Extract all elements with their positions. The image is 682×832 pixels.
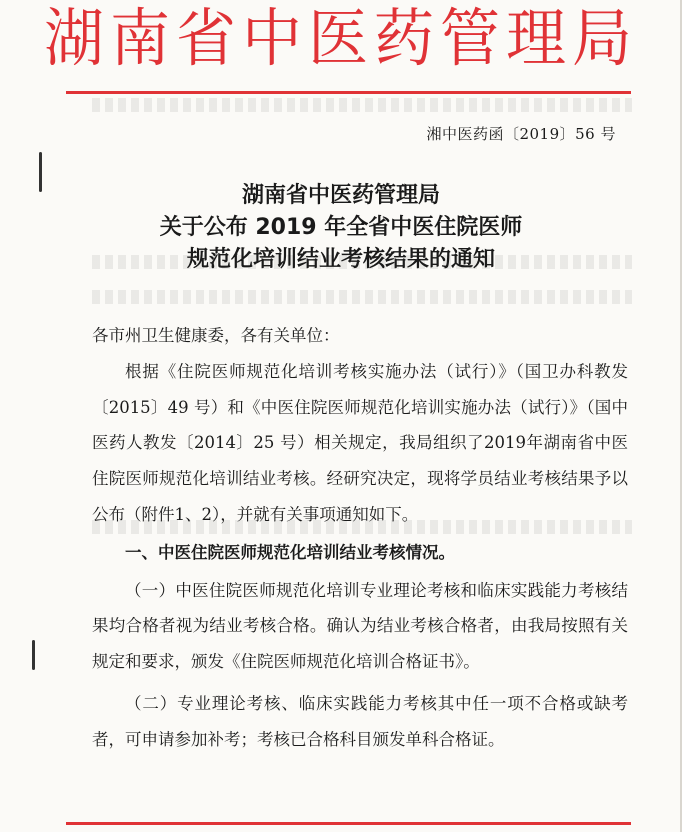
- scan-mark-bottom: [32, 640, 35, 670]
- footer-red-rule: [66, 822, 631, 825]
- title-line-1: 湖南省中医药管理局: [241, 183, 440, 208]
- document-title: [0, 180, 682, 276]
- salutation: 各市州卫生健康委，各有关单位：: [92, 326, 340, 345]
- title-line-2: 关于公布 2019 年全省中医住院医师: [159, 215, 523, 240]
- paragraph-1: 根据《住院医师规范化培训考核实施办法（试行）》（国卫办科教发〔2015〕49 号）和《中医住院医师规范化培训实施办法（试行）》（国中医药人教发〔2014〕25 号）相关规定，我局组织了2019年湖南省中医住院医师规范化培训结业考核。经研究决定，现将学员结业考核结果予以公布（附件1、2），并就有关事项通知如下。: [92, 361, 628, 524]
- bleed-through-1: [92, 98, 632, 112]
- letterhead-red-rule: [66, 91, 631, 94]
- paragraph-item-2: （二）专业理论考核、临床实践能力考核其中任一项不合格或缺考者，可申请参加补考；考核已合格科目颁发单科合格证。: [92, 693, 628, 749]
- title-line-3: 规范化培训结业考核结果的通知: [186, 247, 495, 272]
- document-body: [92, 318, 628, 758]
- letterhead-org-name: 湖南省中医药管理局: [44, 2, 638, 76]
- paragraph-item-1: （一）中医住院医师规范化培训专业理论考核和临床实践能力考核结果均合格者视为结业考核合格。确认为结业考核合格者，由我局按照有关规定和要求，颁发《住院医师规范化培训合格证书》。: [92, 580, 628, 672]
- document-number: 湘中医药函〔2019〕56 号: [426, 125, 616, 143]
- section-heading-1: 一、中医住院医师规范化培训结业考核情况。: [125, 542, 455, 562]
- bleed-through-3: [92, 290, 632, 304]
